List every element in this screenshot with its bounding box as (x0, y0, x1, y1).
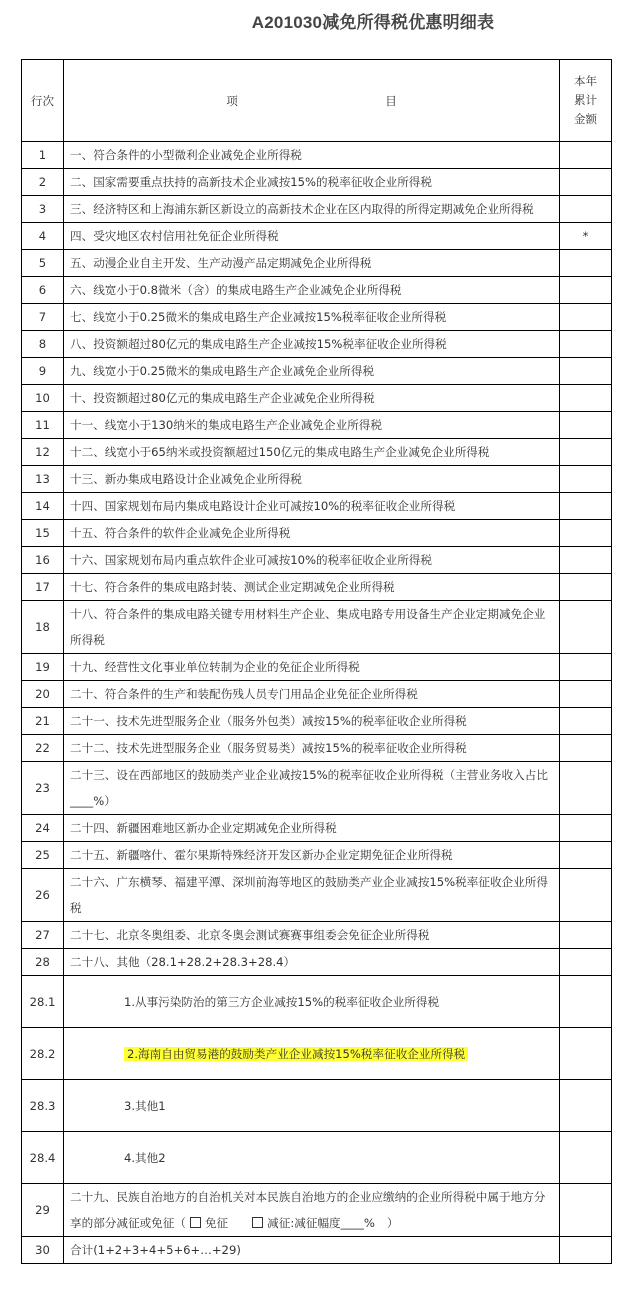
row-item: 二、国家需要重点扶持的高新技术企业减按15%的税率征收企业所得税 (64, 169, 560, 196)
row-number: 2 (22, 169, 64, 196)
table-row (22, 654, 612, 681)
row-amount-cell[interactable] (560, 1132, 612, 1184)
row-amount-cell[interactable] (560, 869, 612, 922)
table-row (22, 949, 612, 976)
row-number: 30 (22, 1237, 64, 1264)
row-item: 合计(1+2+3+4+5+6+…+29) (64, 1237, 560, 1264)
table-row (22, 547, 612, 574)
table-row (22, 196, 612, 223)
row-number: 23 (22, 762, 64, 815)
row-item: 二十、符合条件的生产和装配伤残人员专门用品企业免征企业所得税 (64, 681, 560, 708)
row-amount-cell[interactable] (560, 250, 612, 277)
row-item-text: 3.其他1 (124, 1098, 166, 1113)
header-row (22, 60, 612, 142)
page-title (0, 8, 630, 33)
row-number: 11 (22, 412, 64, 439)
row-number: 7 (22, 304, 64, 331)
row-item: 二十二、技术先进型服务企业（服务贸易类）减按15%的税率征收企业所得税 (64, 735, 560, 762)
row-item (64, 976, 560, 1028)
row-number: 15 (22, 520, 64, 547)
row-item: 十五、符合条件的软件企业减免企业所得税 (64, 520, 560, 547)
header-amount-2: 累计 (574, 93, 597, 107)
row-number: 29 (22, 1184, 64, 1237)
table-row (22, 304, 612, 331)
row-item: 十九、经营性文化事业单位转制为企业的免征企业所得税 (64, 654, 560, 681)
table-row (22, 869, 612, 922)
row-amount-cell[interactable] (560, 493, 612, 520)
sub-table-row (22, 976, 612, 1028)
row-amount-cell[interactable] (560, 142, 612, 169)
table-row (22, 412, 612, 439)
row-item: 三、经济特区和上海浦东新区新设立的高新技术企业在区内取得的所得定期减免企业所得税 (64, 196, 560, 223)
row-amount-cell[interactable] (560, 949, 612, 976)
row-number: 16 (22, 547, 64, 574)
row-amount-cell[interactable] (560, 547, 612, 574)
table-row (22, 493, 612, 520)
row-number: 28 (22, 949, 64, 976)
table-row (22, 277, 612, 304)
row-item: 二十一、技术先进型服务企业（服务外包类）减按15%的税率征收企业所得税 (64, 708, 560, 735)
row-amount-cell[interactable] (560, 708, 612, 735)
row-number: 6 (22, 277, 64, 304)
reduce-checkbox[interactable] (252, 1217, 263, 1228)
row-number: 13 (22, 466, 64, 493)
exempt-label: 免征 (204, 1216, 229, 1230)
header-item-a: 项 (226, 93, 238, 108)
row-item: 二十八、其他（28.1+28.2+28.3+28.4） (64, 949, 560, 976)
header-amount-3: 金额 (574, 112, 597, 126)
row-item (64, 1132, 560, 1184)
table-row (22, 708, 612, 735)
row-number: 12 (22, 439, 64, 466)
row-amount-cell[interactable] (560, 735, 612, 762)
row-item: 七、线宽小于0.25微米的集成电路生产企业减按15%税率征收企业所得税 (64, 304, 560, 331)
row-number: 18 (22, 601, 64, 654)
row-item: 十七、符合条件的集成电路封装、测试企业定期减免企业所得税 (64, 574, 560, 601)
row-amount-cell[interactable] (560, 1184, 612, 1237)
row-item: 四、受灾地区农村信用社免征企业所得税 (64, 223, 560, 250)
row-number: 28.4 (22, 1132, 64, 1184)
row-amount-cell[interactable] (560, 654, 612, 681)
row-amount-cell[interactable] (560, 439, 612, 466)
row-number: 25 (22, 842, 64, 869)
row-number: 24 (22, 815, 64, 842)
row-amount-cell[interactable] (560, 1237, 612, 1264)
table-row (22, 385, 612, 412)
row-item: 六、线宽小于0.8微米（含）的集成电路生产企业减免企业所得税 (64, 277, 560, 304)
row-number: 28.1 (22, 976, 64, 1028)
table-row (22, 735, 612, 762)
row-amount-cell[interactable] (560, 196, 612, 223)
table-row (22, 520, 612, 547)
row-amount-cell[interactable] (560, 842, 612, 869)
row-number: 28.2 (22, 1028, 64, 1080)
table-row (22, 142, 612, 169)
table-row (22, 358, 612, 385)
row-number: 17 (22, 574, 64, 601)
tax-form-table (21, 59, 612, 1264)
row-amount-cell[interactable] (560, 277, 612, 304)
table-row (22, 466, 612, 493)
row-number: 27 (22, 922, 64, 949)
row-amount-cell[interactable] (560, 331, 612, 358)
close-paren: ） (386, 1216, 399, 1230)
row-number: 5 (22, 250, 64, 277)
row-amount-cell[interactable] (560, 681, 612, 708)
row-item: 十二、线宽小于65纳米或投资额超过150亿元的集成电路生产企业减免企业所得税 (64, 439, 560, 466)
row-item: 五、动漫企业自主开发、生产动漫产品定期减免企业所得税 (64, 250, 560, 277)
row-number: 9 (22, 358, 64, 385)
row-item-text: 4.其他2 (124, 1150, 166, 1165)
row-item-text: 2.海南自由贸易港的鼓励类产业企业减按15%税率征收企业所得税 (124, 1047, 468, 1061)
row-amount-cell[interactable] (560, 385, 612, 412)
row-amount-cell[interactable] (560, 358, 612, 385)
header-item-b: 目 (385, 93, 397, 108)
table-row (22, 815, 612, 842)
table-row (22, 922, 612, 949)
row-item: 九、线宽小于0.25微米的集成电路生产企业减免企业所得税 (64, 358, 560, 385)
row-item: 二十五、新疆喀什、霍尔果斯特殊经济开发区新办企业定期免征企业所得税 (64, 842, 560, 869)
header-row-no: 行次 (22, 60, 64, 142)
row-number: 10 (22, 385, 64, 412)
row-amount-cell[interactable] (560, 922, 612, 949)
table-row (22, 681, 612, 708)
table-row (22, 439, 612, 466)
table-row-29 (22, 1184, 612, 1237)
row-amount-cell[interactable]: * (560, 223, 612, 250)
title-text: A201030减免所得税优惠明细表 (251, 13, 495, 32)
table-row (22, 842, 612, 869)
sub-table-row (22, 1080, 612, 1132)
table-row (22, 169, 612, 196)
reduce-label: 减征:减征幅度____% (267, 1216, 375, 1230)
row-amount-cell[interactable] (560, 976, 612, 1028)
header-item (64, 60, 560, 142)
row-item-text: 1.从事污染防治的第三方企业减按15%的税率征收企业所得税 (124, 994, 440, 1009)
row-item (64, 1028, 560, 1080)
row-amount-cell[interactable] (560, 1028, 612, 1080)
row-number: 22 (22, 735, 64, 762)
row-number: 28.3 (22, 1080, 64, 1132)
row-number: 4 (22, 223, 64, 250)
row-number: 1 (22, 142, 64, 169)
header-amount (560, 60, 612, 142)
table-row (22, 762, 612, 815)
row-item: 八、投资额超过80亿元的集成电路生产企业减按15%税率征收企业所得税 (64, 331, 560, 358)
row-number: 21 (22, 708, 64, 735)
total-row (22, 1237, 612, 1264)
row-item: 一、符合条件的小型微利企业减免企业所得税 (64, 142, 560, 169)
row-amount-cell[interactable] (560, 520, 612, 547)
row-item: 十六、国家规划布局内重点软件企业可减按10%的税率征收企业所得税 (64, 547, 560, 574)
row-number: 3 (22, 196, 64, 223)
row-item: 十三、新办集成电路设计企业减免企业所得税 (64, 466, 560, 493)
row-amount-cell[interactable] (560, 412, 612, 439)
row-amount-cell[interactable] (560, 1080, 612, 1132)
row-item (64, 1080, 560, 1132)
row-number: 8 (22, 331, 64, 358)
row-item: 二十六、广东横琴、福建平潭、深圳前海等地区的鼓励类产业企业减按15%税率征收企业所得税 (64, 869, 560, 922)
row-item: 十一、线宽小于130纳米的集成电路生产企业减免企业所得税 (64, 412, 560, 439)
row-item: 二十四、新疆困难地区新办企业定期减免企业所得税 (64, 815, 560, 842)
header-amount-1: 本年 (574, 74, 597, 88)
row-item: 二十七、北京冬奥组委、北京冬奥会测试赛赛事组委会免征企业所得税 (64, 922, 560, 949)
sub-table-row (22, 1028, 612, 1080)
table-row (22, 223, 612, 250)
row-number: 19 (22, 654, 64, 681)
table-row (22, 250, 612, 277)
row-number: 14 (22, 493, 64, 520)
sub-table-row (22, 1132, 612, 1184)
row-amount-cell[interactable] (560, 304, 612, 331)
row-amount-cell[interactable] (560, 815, 612, 842)
table-row (22, 574, 612, 601)
row-amount-cell[interactable] (560, 601, 612, 654)
exempt-checkbox[interactable] (190, 1217, 201, 1228)
row-item (64, 1184, 560, 1237)
table-row (22, 331, 612, 358)
row-amount-cell[interactable] (560, 466, 612, 493)
row-item: 十八、符合条件的集成电路关键专用材料生产企业、集成电路专用设备生产企业定期减免企业所得税 (64, 601, 560, 654)
row-item: 十四、国家规划布局内集成电路设计企业可减按10%的税率征收企业所得税 (64, 493, 560, 520)
row-amount-cell[interactable] (560, 169, 612, 196)
row-amount-cell[interactable] (560, 762, 612, 815)
row-item-text: 二十九、民族自治地方的自治机关对本民族自治地方的企业应缴纳的企业所得税中属于地方分享的部分减征或免征（ (70, 1190, 546, 1230)
row-number: 20 (22, 681, 64, 708)
row-number: 26 (22, 869, 64, 922)
row-item: 十、投资额超过80亿元的集成电路生产企业减免企业所得税 (64, 385, 560, 412)
row-amount-cell[interactable] (560, 574, 612, 601)
table-row (22, 601, 612, 654)
row-item: 二十三、设在西部地区的鼓励类产业企业减按15%的税率征收企业所得税（主营业务收入占比____%） (64, 762, 560, 815)
